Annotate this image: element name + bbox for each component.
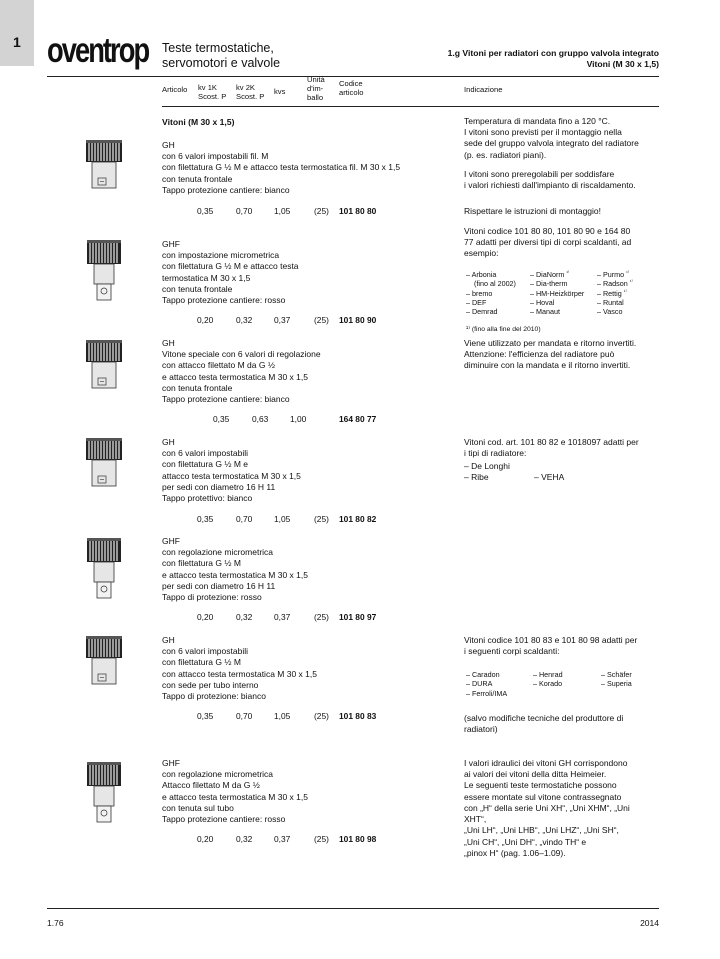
valve-101-80-90-icon	[86, 240, 122, 304]
note-instructions: Rispettare le istruzioni di montaggio!	[464, 206, 602, 216]
col-kvs: kvs	[274, 87, 286, 96]
product-description: GH Vitone speciale con 6 valori di regolazione con attacco filettato M da G ½ e attacco testa termostatica M 30 x 1,5 con tenuta frontale Tappo protezione cantiere: bianco	[162, 338, 321, 405]
article-code: 101 80 98	[339, 834, 377, 844]
unit-value: (25)	[314, 206, 329, 216]
kv1-value: 0,20	[197, 315, 214, 325]
article-code: 101 80 97	[339, 612, 377, 622]
unit-value: (25)	[314, 711, 329, 721]
brand-list-3-col1: – Caradon – DURA – Ferroli/IMA	[466, 670, 508, 698]
kvs-value: 0,37	[274, 612, 291, 622]
kv1-value: 0,35	[213, 414, 230, 424]
kv2-value: 0,63	[252, 414, 269, 424]
valve-101-80-98-icon	[86, 762, 122, 826]
kv2-value: 0,70	[236, 206, 253, 216]
article-code: 101 80 80	[339, 206, 377, 216]
chapter-number: 1	[13, 34, 21, 50]
col-indicazione: Indicazione	[464, 85, 503, 94]
product-description: GHF con regolazione micrometrica con filettatura G ½ M e attacco testa termostatica M 30 x 1,5 per sedi con diametro 16 H 11 Tappo di protezione: rosso	[162, 536, 308, 603]
valve-101-80-83-icon	[86, 636, 122, 700]
kv1-value: 0,35	[197, 514, 214, 524]
note-disclaimer: (salvo modifiche tecniche del produttore di radiatori)	[464, 713, 624, 735]
brand-list-3-col2: – Henrad – Korado	[533, 670, 563, 689]
product-description: GH con 6 valori impostabili fil. M con filettatura G ½ M e attacco testa termostatica fil. M 30 x 1,5 con tenuta frontale Tappo protezione cantiere: bianco	[162, 140, 401, 195]
col-unita: Unità d'im- ballo	[307, 75, 325, 102]
note-temperature: Temperatura di mandata fino a 120 °C. I vitoni sono previsti per il montaggio nella sede del gruppo valvola integrato del radiatore (p. es. radiatori piani).	[464, 116, 639, 160]
edition-year: 2014	[640, 918, 659, 928]
unit-value: (25)	[314, 514, 329, 524]
footer-rule	[47, 908, 659, 909]
unit-value: (25)	[314, 612, 329, 622]
table-header-rule	[162, 106, 659, 107]
article-code: 101 80 83	[339, 711, 377, 721]
page-number: 1.76	[47, 918, 64, 928]
brand-list-col3: – Purmo $^{^{1)}}$ – Radson $^{^{1)}}$ – Rettig $^{^{1)}}$ – Runtal – Vasco	[597, 270, 633, 317]
kv2-value: 0,70	[236, 514, 253, 524]
brand-list-2: – De Longhi – Ribe – VEHA	[464, 461, 565, 483]
footnote: ¹⁾ (fino alla fine del 2010)	[466, 326, 541, 333]
kvs-value: 1,05	[274, 206, 291, 216]
chapter-tab	[0, 0, 34, 66]
note-inverted-flow: Viene utilizzato per mandata e ritorno invertiti. Attenzione: l'efficienza del radiatore può diminuire con la mandata e il ritorno invertiti.	[464, 338, 637, 371]
product-description: GH con 6 valori impostabili con filettatura G ½ M e attacco testa termostatica M 30 x 1,5 per sedi con diametro 16 H 11 Tappo protettivo: bianco	[162, 437, 301, 504]
kvs-value: 1,05	[274, 711, 291, 721]
col-codice: Codice articolo	[339, 79, 364, 97]
kv1-value: 0,20	[197, 834, 214, 844]
note-compatible-3: Vitoni codice 101 80 83 e 101 80 98 adatti per i seguenti corpi scaldanti:	[464, 635, 638, 657]
kv2-value: 0,32	[236, 315, 253, 325]
kv1-value: 0,35	[197, 711, 214, 721]
brand-list-col1: – Arbonia (fino al 2002) – bremo – DEF – Demrad	[466, 270, 516, 317]
kv1-value: 0,20	[197, 612, 214, 622]
valve-101-80-97-icon	[86, 538, 122, 602]
col-articolo: Articolo	[162, 85, 188, 94]
valve-164-80-77-icon	[86, 340, 122, 404]
note-compatible-1: Vitoni codice 101 80 80, 101 80 90 e 164 80 77 adatti per diversi tipi di corpi scaldanti, ad esempio:	[464, 226, 632, 259]
unit-value: (25)	[314, 834, 329, 844]
kv1-value: 0,35	[197, 206, 214, 216]
article-code: 164 80 77	[339, 414, 377, 424]
valve-101-80-82-icon	[86, 438, 122, 502]
unit-value: (25)	[314, 315, 329, 325]
note-preregulation: I vitoni sono preregolabili per soddisfare i valori richiesti dall'impianto di riscaldamento.	[464, 169, 636, 191]
kvs-value: 0,37	[274, 834, 291, 844]
document-title: Teste termostatiche, servomotori e valvole	[162, 41, 281, 70]
kv2-value: 0,32	[236, 612, 253, 622]
kvs-value: 0,37	[274, 315, 291, 325]
kv2-value: 0,32	[236, 834, 253, 844]
valve-101-80-80-icon	[86, 140, 122, 204]
brand-list-col2: – DiaNorm $^{^{1)}}$ – Dia-therm – HM-Heizkörper – Hoval – Manaut	[530, 270, 585, 317]
brand-logo: oventrop	[47, 31, 149, 70]
group-title: Vitoni (M 30 x 1,5)	[162, 117, 235, 127]
article-code: 101 80 82	[339, 514, 377, 524]
header-rule	[47, 76, 659, 77]
col-kv2k: kv 2K Scost. P	[236, 83, 265, 101]
kvs-value: 1,00	[290, 414, 307, 424]
kv2-value: 0,70	[236, 711, 253, 721]
product-description: GHF con regolazione micrometrica Attacco filettato M da G ½ e attacco testa termostatica M 30 x 1,5 con tenuta sul tubo Tappo protezione cantiere: rosso	[162, 758, 308, 825]
kvs-value: 1,05	[274, 514, 291, 524]
note-compatible-2: Vitoni cod. art. 101 80 82 e 1018097 adatti per i tipi di radiatore:	[464, 437, 639, 459]
col-kv1k: kv 1K Scost. P	[198, 83, 227, 101]
brand-list-3-col3: – Schäfer – Superia	[601, 670, 632, 689]
product-description: GH con 6 valori impostabili con filettatura G ½ M con attacco testa termostatica M 30 x 1,5 con sede per tubo interno Tappo di protezione: bianco	[162, 635, 317, 702]
section-title: 1.g Vitoni per radiatori con gruppo valvola integrato Vitoni (M 30 x 1,5)	[447, 48, 659, 69]
note-heimeier: I valori idraulici dei vitoni GH corrispondono ai valori dei vitoni della ditta Heimeier. Le seguenti teste termostatiche possono essere montate sul vitone contrassegnato con „H“ della serie Uni XH“, „Uni XHM“, „Uni XHT“, „Uni LH“, „Uni LHB“, „Uni LHZ“, „Uni SH“, „Uni CH“, „Uni DH“, „vindo TH“ e „pinox H“ (pag. 1.06–1.09).	[464, 758, 630, 858]
article-code: 101 80 90	[339, 315, 377, 325]
product-description: GHF con impostazione micrometrica con filettatura G ½ M e attacco testa termostatica M 30 x 1,5 con tenuta frontale Tappo protezione cantiere: rosso	[162, 239, 299, 306]
